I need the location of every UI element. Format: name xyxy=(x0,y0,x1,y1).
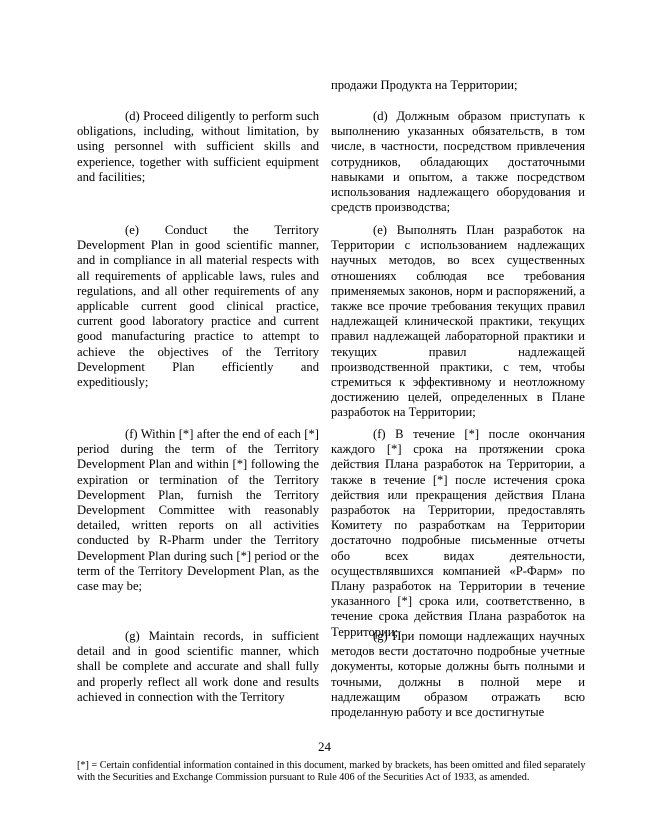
footnote: [*] = Certain confidential information contained in this document, marked by brackets, has been omitted and filed separately with the Securities and Exchange Commission pursuant to Rule 406 of the Securities Act of 1933, as amended. xyxy=(77,760,586,783)
russian-paragraph-d: (d) Должным образом приступать к выполнению указанных обязательств, в том числе, в частности, посредством привлечения сотрудников, обладающих достаточными навыками и опытом, а также посредством использования надлежащего оборудования и средств производства; xyxy=(331,109,585,215)
russian-top-line: продажи Продукта на Территории; xyxy=(331,78,518,92)
page-number: 24 xyxy=(318,739,331,754)
english-paragraph-f: (f) Within [*] after the end of each [*] period during the term of the Territory Development Plan and within [*] following the expiration or termination of the Territory Development Plan, furnish the Territory Development Committee with reasonably detailed, written reports on all activities conducted by R-Pharm under the Territory Development Plan during such [*] period or the term of the Territory Development Plan, as the case may be; xyxy=(77,427,319,594)
english-paragraph-g: (g) Maintain records, in sufficient detail and in good scientific manner, which shall be complete and accurate and shall fully and properly reflect all work done and results achieved in connection with the Territory xyxy=(77,629,319,704)
english-paragraph-d: (d) Proceed diligently to perform such obligations, including, without limitation, by using personnel with sufficient skills and experience, together with sufficient equipment and facilities; xyxy=(77,109,319,184)
english-paragraph-e: (e) Conduct the Territory Development Plan in good scientific manner, and in compliance in all material respects with all requirements of applicable laws, rules and regulations, and all other requirements of any applicable current good clinical practice, current good laboratory practice and current good manufacturing practice to attempt to achieve the objectives of the Territory Development Plan efficiently and expeditiously; xyxy=(77,223,319,390)
russian-paragraph-f: (f) В течение [*] после окончания каждого [*] срока на протяжении срока действия Плана разработок на Территории, а также в течение [*] после истечения срока действия или прекращения действия Плана разработок на Территории, предоставлять Комитету по разработкам на Территории достаточно подробные письменные отчеты обо всех видах деятельности, осуществлявшихся компанией «Р-Фарм» по Плану разработок на Территории в течение указанного [*] срока или, соответственно, в течение срока действия Плана разработок на Территории; xyxy=(331,427,585,639)
russian-paragraph-e: (e) Выполнять План разработок на Территории с использованием надлежащих научных методов, во всех существенных отношениях соблюдая все требования применяемых законов, норм и распоряжений, а также все прочие требования текущих правил надлежащей клинической практики, текущих правил надлежащей лабораторной практики и текущих правил надлежащей производственной практики, с тем, чтобы стремиться к эффективному и неотложному достижению целей, определенных в Плане разработок на Территории; xyxy=(331,223,585,420)
russian-paragraph-g: (g) При помощи надлежащих научных методов вести достаточно подробные учетные документы, которые должны быть полными и точными, должны в полной мере и надлежащим образом отражать всю проделанную работу и все достигнутые xyxy=(331,629,585,720)
